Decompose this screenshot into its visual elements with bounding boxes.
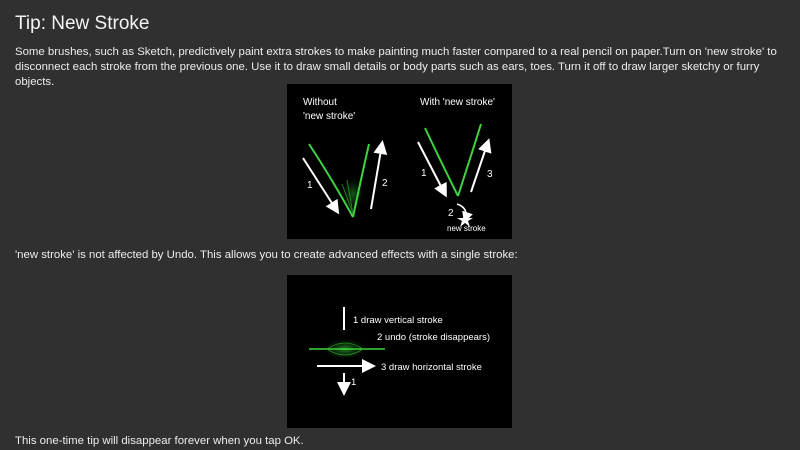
right-label-2: 2	[448, 208, 454, 219]
new-stroke-label: new stroke	[447, 224, 486, 233]
down-arrow-label: 1	[351, 377, 357, 388]
undo-svg	[287, 275, 512, 428]
caption-without-line1: Without	[303, 97, 337, 108]
caption-without-line2: 'new stroke'	[303, 111, 356, 122]
right-label-3: 3	[487, 169, 493, 180]
caption-with-new-stroke: With 'new stroke'	[420, 97, 495, 108]
undo-effect-illustration	[287, 275, 512, 428]
comparison-svg	[287, 84, 512, 239]
step2-text: 2 undo (stroke disappears)	[377, 332, 491, 343]
step3-text: 3 draw horizontal stroke	[381, 362, 482, 373]
intro-text: Some brushes, such as Sketch, predictively paint extra strokes to make painting much faster compared to a real pencil on paper.Turn on 'new stroke' to disconnect each stroke from the previous one. Use it to draw small details or body parts such as ears, toes. Turn it off to draw larger sketchy or furry objects.	[15, 46, 777, 88]
step1-text: 1 draw vertical stroke	[353, 315, 443, 326]
footer-note: This one-time tip will disappear forever when you tap OK.	[15, 435, 304, 447]
left-label-2: 2	[382, 178, 388, 189]
new-stroke-comparison-illustration	[287, 84, 512, 239]
undo-note-text: 'new stroke' is not affected by Undo. This allows you to create advanced effects with a single stroke:	[15, 249, 518, 261]
left-label-1: 1	[307, 180, 313, 191]
page-title: Tip: New Stroke	[15, 13, 150, 34]
right-label-1: 1	[421, 168, 427, 179]
right-green-stroke-2	[458, 124, 481, 196]
arrow-2-left	[371, 144, 382, 209]
